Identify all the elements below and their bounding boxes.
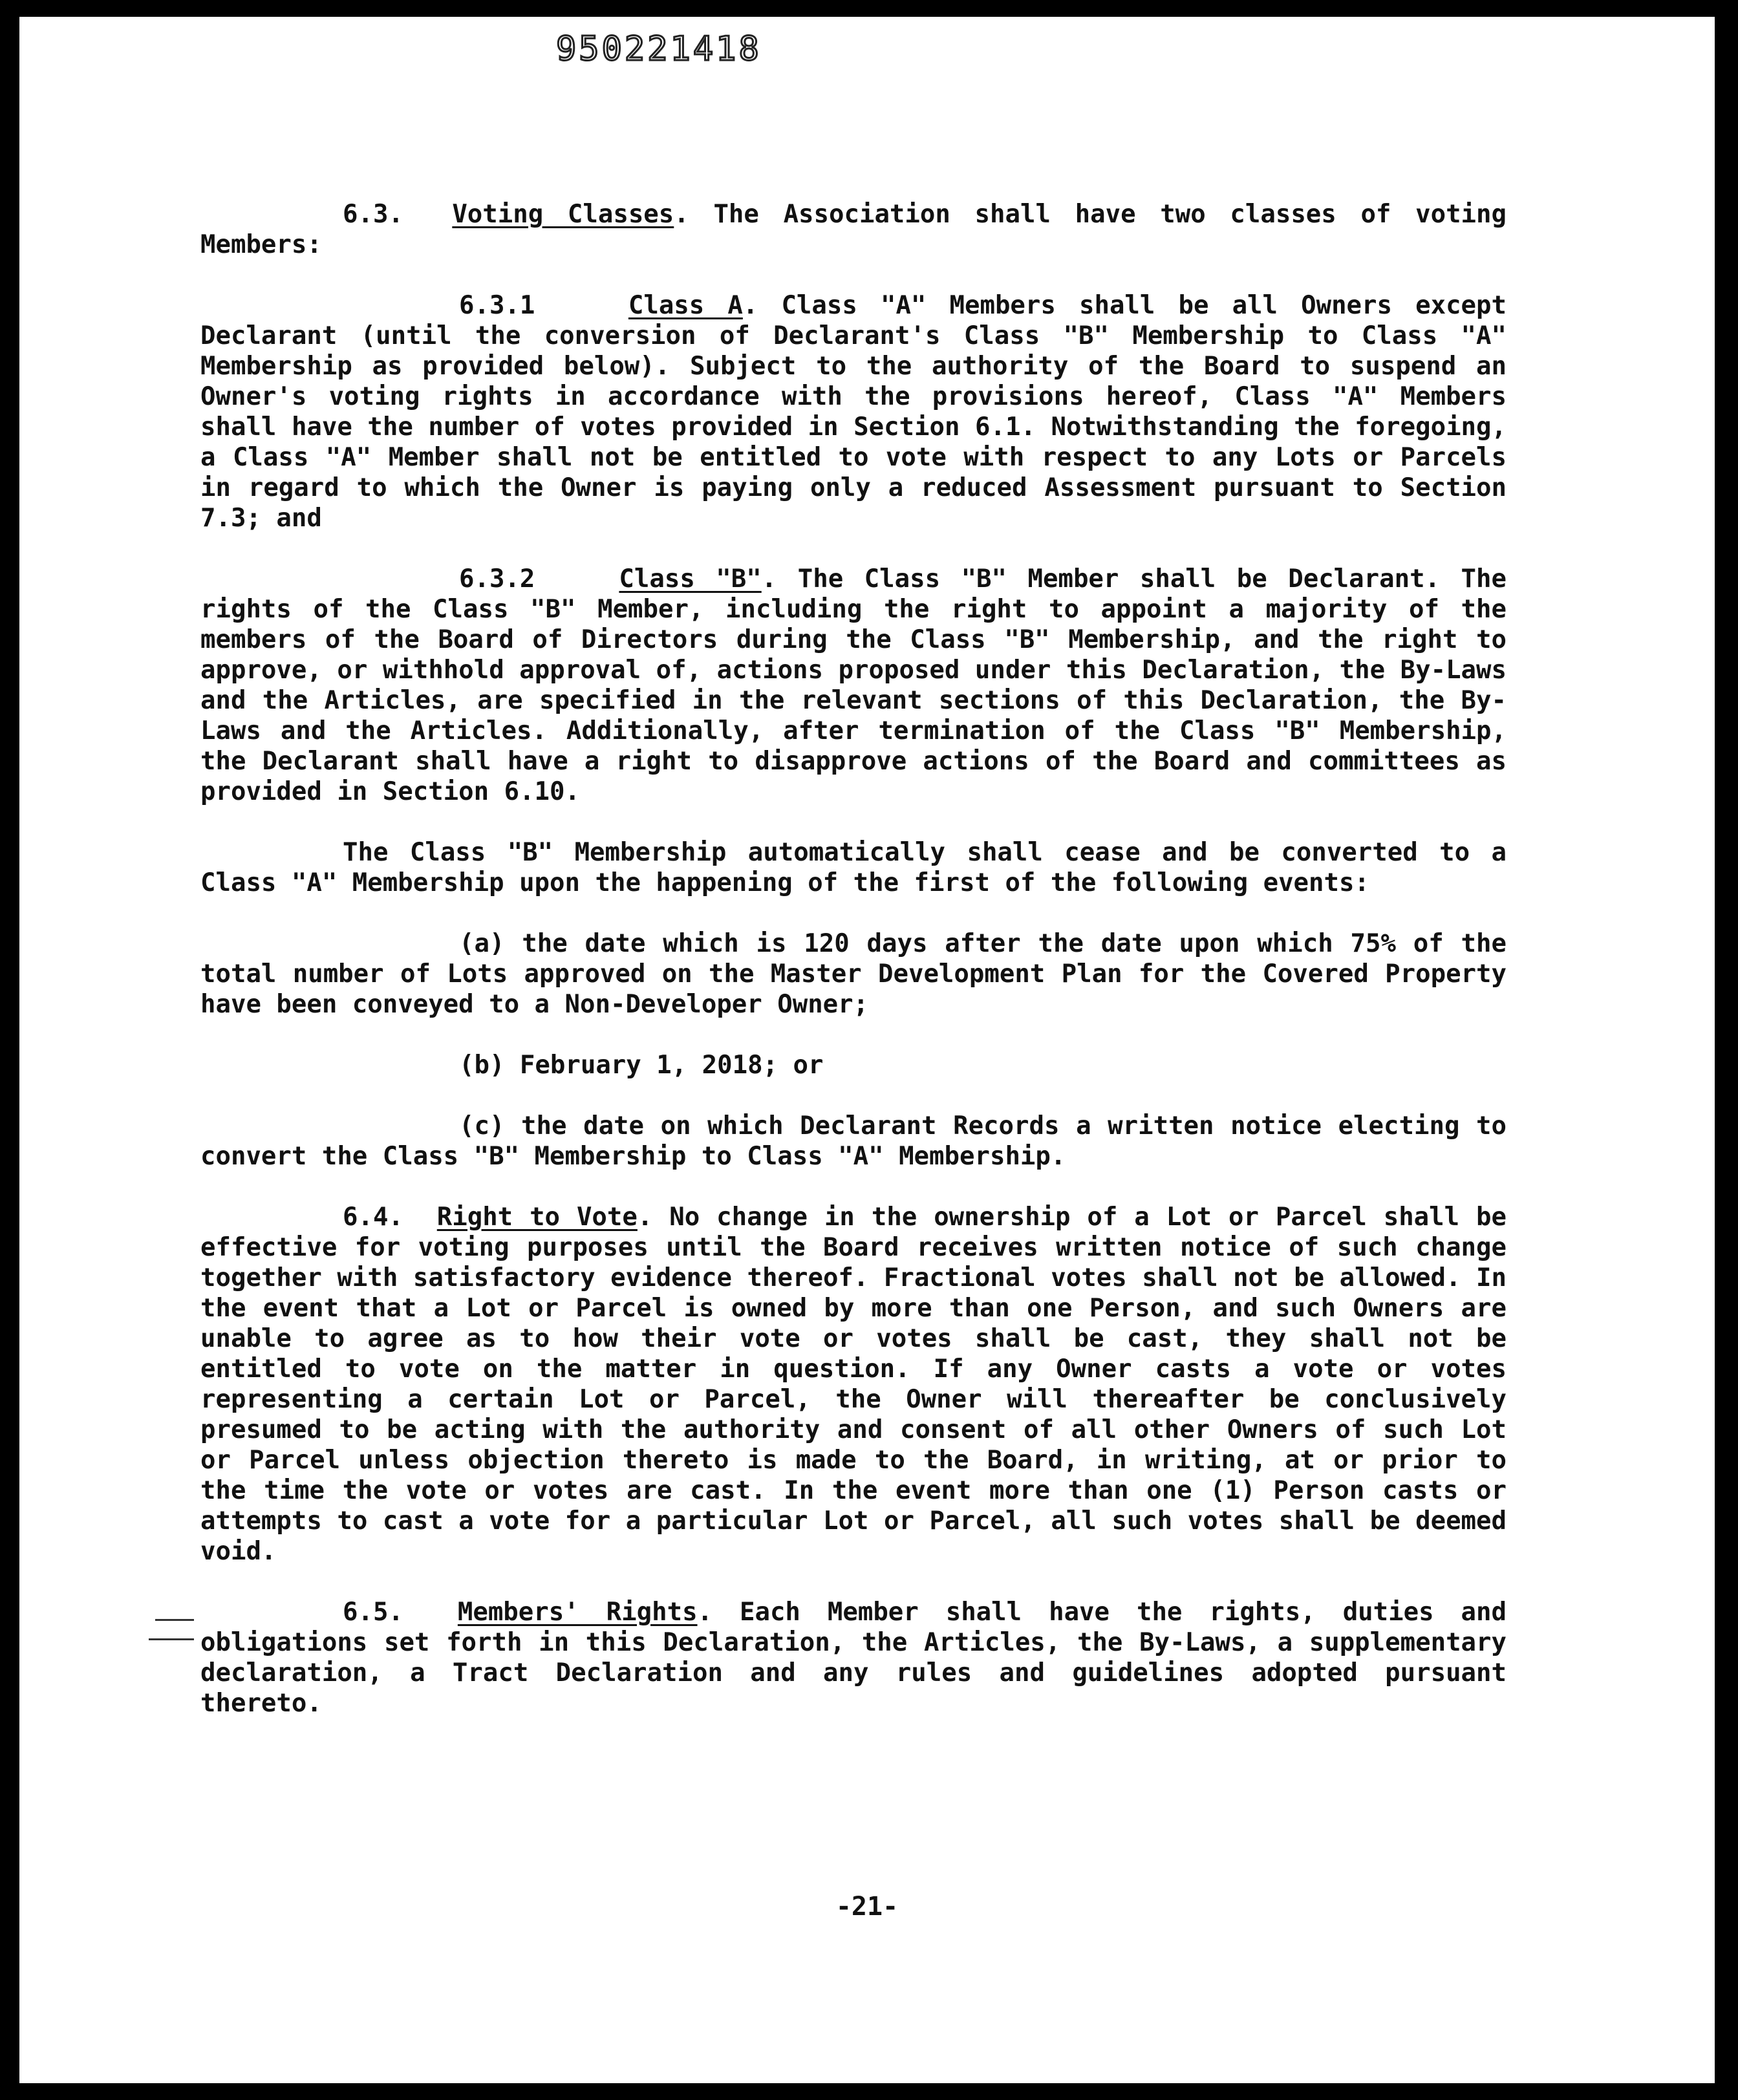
page-number: -21-	[835, 1892, 899, 1922]
document-body	[200, 199, 1507, 1749]
document-page	[19, 17, 1715, 2083]
section-heading: Voting Classes	[452, 200, 674, 229]
document-id-stamp: 950221418	[556, 30, 762, 69]
conversion-intro: The Class "B" Membership automatically shall cease and be converted to a Class "A" Membership upon the happening of the first of the following events:	[200, 838, 1507, 897]
section-number: 6.3.	[343, 200, 403, 229]
section-heading: Members' Rights	[457, 1598, 698, 1627]
list-item-c: (c) the date on which Declarant Records a written notice electing to convert the Class "B" Membership to Class "A" Membership.	[200, 1111, 1507, 1171]
section-text: . The Class "B" Member shall be Declarant. The rights of the Class "B" Member, including the right to appoint a majority of the members of the Board of Directors during the Class "B" Membership, and the right to approve, or withhold approval of, actions proposed under this Declaration, the By-Laws and the Articles, are specified in the relevant sections of this Declaration, the By-Laws and the Articles. Additionally, after termination of the Class "B" Membership, the Declarant shall have a right to disapprove actions of the Board and committees as provided in Section 6.10.	[200, 564, 1507, 806]
list-item-a: (a) the date which is 120 days after the date upon which 75% of the total number of Lots approved on the Master Development Plan for the Covered Property have been conveyed to a Non-Developer Owner;	[200, 929, 1507, 1019]
section-heading: Class A	[628, 291, 743, 320]
section-6-4	[200, 1202, 1507, 1567]
section-heading: Right to Vote	[436, 1203, 638, 1232]
list-item-b: (b) February 1, 2018; or	[459, 1051, 824, 1080]
section-text: . No change in the ownership of a Lot or Parcel shall be effective for voting purposes until the Board receives written notice of such change together with satisfactory evidence thereof. Fractional votes shall not be allowed. In the event that a Lot or Parcel is owned by more than one Person, and such Owners are unable to agree as to how their vote or votes shall be cast, they shall not be entitled to vote on the matter in question. If any Owner casts a vote or votes representing a certain Lot or Parcel, the Owner will thereafter be conclusively presumed to be acting with the authority and consent of all other Owners of such Lot or Parcel unless objection thereto is made to the Board, in writing, at or prior to the time the vote or votes are cast. In the event more than one (1) Person casts or attempts to cast a vote for a particular Lot or Parcel, all such votes shall be deemed void.	[200, 1203, 1507, 1566]
section-number: 6.3.1	[459, 291, 535, 320]
scan-mark	[149, 1638, 194, 1640]
section-text: . Class "A" Members shall be all Owners except Declarant (until the conversion of Declarant's Class "B" Membership to Class "A" Membership as provided below). Subject to the authority of the Board to suspend an Owner's voting rights in accordance with the provisions hereof, Class "A" Members shall have the number of votes provided in Section 6.1. Notwithstanding the foregoing, a Class "A" Member shall not be entitled to vote with respect to any Lots or Parcels in regard to which the Owner is paying only a reduced Assessment pursuant to Section 7.3; and	[200, 291, 1507, 533]
section-text: . Each Member shall have the rights, duties and obligations set forth in this Declaration, the Articles, the By-Laws, a supplementary declaration, a Tract Declaration and any rules and guidelines adopted pursuant thereto.	[200, 1598, 1507, 1718]
section-number: 6.4.	[343, 1203, 403, 1232]
section-number: 6.3.2	[459, 564, 535, 594]
section-6-5	[200, 1597, 1507, 1719]
section-heading: Class "B"	[619, 564, 762, 594]
section-6-3	[200, 199, 1507, 260]
section-number: 6.5.	[343, 1598, 403, 1627]
section-6-3-2	[200, 564, 1507, 807]
scan-mark	[155, 1619, 194, 1621]
section-text: . The Association shall have two classes of voting Members:	[200, 200, 1507, 259]
section-6-3-1	[200, 290, 1507, 533]
